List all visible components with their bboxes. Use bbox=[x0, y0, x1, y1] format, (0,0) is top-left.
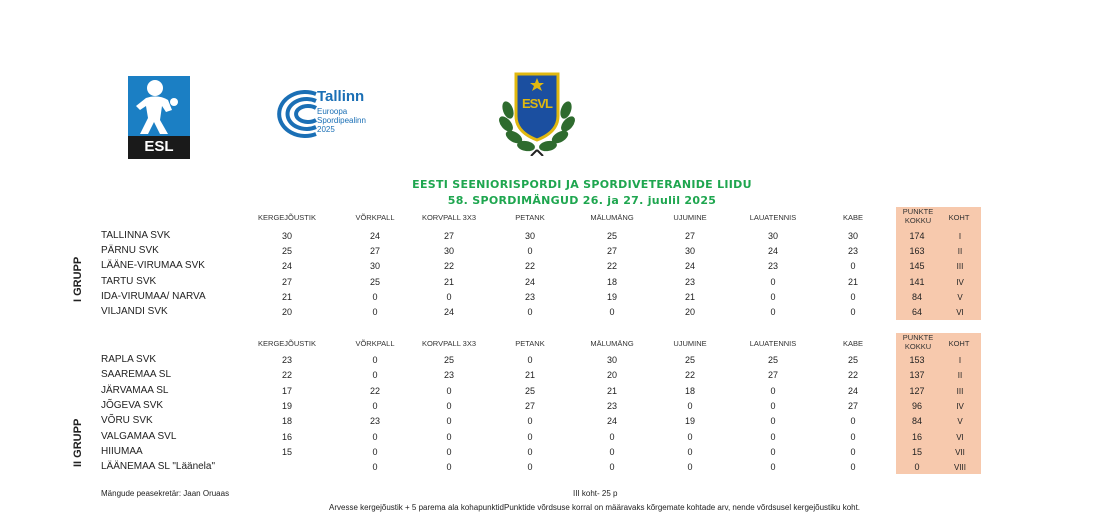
score-cell: 27 bbox=[524, 400, 535, 411]
score-cell: 0 bbox=[850, 261, 856, 272]
team-name: PÄRNU SVK bbox=[101, 245, 159, 257]
score-cell: 21 bbox=[847, 276, 858, 287]
place-cell: III bbox=[956, 262, 964, 272]
score-cell: 23 bbox=[369, 416, 380, 427]
score-cell: 0 bbox=[850, 291, 856, 302]
team-name: SAAREMAA SL bbox=[101, 369, 172, 381]
score-cell: 23 bbox=[524, 291, 535, 302]
place-cell: V bbox=[957, 417, 963, 427]
total-cell: 153 bbox=[909, 355, 925, 365]
score-cell: 0 bbox=[372, 431, 378, 442]
score-cell: 22 bbox=[684, 370, 695, 381]
score-cell: 0 bbox=[446, 416, 452, 427]
total-cell: 174 bbox=[909, 231, 925, 241]
team-name: LÄÄNEMAA SL "Läänela" bbox=[101, 461, 216, 473]
team-name: VALGAMAA SVL bbox=[101, 430, 177, 442]
column-header: KABE bbox=[842, 339, 863, 348]
score-cell: 25 bbox=[606, 231, 617, 241]
total-cell: 84 bbox=[911, 416, 922, 427]
score-cell: 27 bbox=[847, 400, 858, 411]
score-cell: 21 bbox=[606, 385, 617, 396]
team-name: VÕRU SVK bbox=[101, 415, 153, 427]
score-cell: 0 bbox=[446, 431, 452, 442]
tallinn-logo-line4: 2025 bbox=[317, 125, 335, 134]
score-cell: 0 bbox=[770, 416, 776, 427]
score-cell: 0 bbox=[527, 307, 533, 317]
score-cell: 22 bbox=[443, 261, 454, 272]
points-header: KOKKU bbox=[904, 342, 932, 351]
score-cell: 0 bbox=[687, 446, 693, 457]
place-cell: IV bbox=[956, 401, 964, 411]
team-name: VILJANDI SVK bbox=[101, 306, 168, 317]
footer-secretary: Mängude peasekretär: Jaan Oruaas bbox=[101, 489, 230, 498]
score-cell: 0 bbox=[446, 385, 452, 396]
score-cell: 0 bbox=[850, 307, 856, 317]
score-cell: 22 bbox=[281, 370, 292, 381]
column-header: LAUATENNIS bbox=[749, 213, 797, 222]
score-cell: 21 bbox=[443, 276, 454, 287]
score-cell: 0 bbox=[770, 431, 776, 442]
score-cell: 22 bbox=[524, 261, 535, 272]
score-cell: 24 bbox=[847, 385, 858, 396]
total-cell: 84 bbox=[911, 291, 922, 302]
score-cell: 27 bbox=[767, 370, 778, 381]
score-cell: 0 bbox=[446, 446, 452, 457]
score-cell: 21 bbox=[684, 291, 695, 302]
score-cell: 0 bbox=[770, 385, 776, 396]
team-name: HIIUMAA bbox=[101, 445, 143, 457]
score-cell: 0 bbox=[527, 431, 533, 442]
team-name: JÄRVAMAA SL bbox=[101, 384, 169, 396]
place-cell: I bbox=[958, 232, 962, 241]
place-cell: IV bbox=[956, 277, 964, 287]
score-cell: 30 bbox=[606, 355, 617, 365]
score-cell: 0 bbox=[770, 307, 776, 317]
points-header: PUNKTE bbox=[902, 207, 934, 216]
score-cell: 0 bbox=[527, 462, 533, 473]
score-cell: 22 bbox=[847, 370, 858, 381]
place-header: KOHT bbox=[948, 339, 970, 348]
score-cell: 18 bbox=[684, 385, 695, 396]
score-cell: 25 bbox=[369, 276, 380, 287]
place-cell: I bbox=[958, 356, 962, 365]
place-cell: II bbox=[957, 371, 963, 381]
score-cell: 0 bbox=[609, 462, 615, 473]
score-cell: 0 bbox=[770, 400, 776, 411]
place-cell: VI bbox=[956, 308, 964, 317]
score-cell: 0 bbox=[527, 246, 533, 257]
score-cell: 0 bbox=[527, 446, 533, 457]
laurel-wreath-icon bbox=[494, 70, 580, 156]
score-cell: 0 bbox=[850, 431, 856, 442]
score-cell: 0 bbox=[372, 462, 378, 473]
tallinn-logo bbox=[258, 88, 378, 140]
score-cell: 24 bbox=[369, 231, 380, 241]
team-name: TARTU SVK bbox=[101, 275, 157, 287]
score-cell: 0 bbox=[850, 462, 856, 473]
score-cell: 24 bbox=[281, 261, 292, 272]
score-cell: 0 bbox=[770, 276, 776, 287]
group2-label: II GRUPP bbox=[72, 418, 84, 467]
total-cell: 64 bbox=[911, 307, 922, 317]
score-cell: 27 bbox=[281, 276, 292, 287]
total-cell: 137 bbox=[909, 370, 925, 381]
column-header: PETANK bbox=[515, 213, 545, 222]
score-cell: 19 bbox=[281, 400, 292, 411]
score-cell: 15 bbox=[281, 446, 292, 457]
total-cell: 16 bbox=[911, 431, 922, 442]
score-cell: 24 bbox=[767, 246, 778, 257]
score-cell: 0 bbox=[609, 446, 615, 457]
group1-label: I GRUPP bbox=[72, 256, 84, 302]
footer-rules: Arvesse kergejõustik + 5 parema ala kohapunktidPunktide võrdsuse korral on määravaks kõrgemate kohtade arv, nende võrdsusel kergejõustiku koht. bbox=[329, 503, 861, 512]
column-header: UJUMINE bbox=[673, 213, 707, 222]
score-cell: 0 bbox=[850, 416, 856, 427]
score-cell: 25 bbox=[767, 355, 778, 365]
score-cell: 0 bbox=[687, 462, 693, 473]
column-header: KORVPALL 3X3 bbox=[421, 213, 477, 222]
score-cell: 0 bbox=[372, 355, 378, 365]
column-header: LAUATENNIS bbox=[749, 339, 797, 348]
score-cell: 30 bbox=[684, 246, 695, 257]
column-header: MÄLUMÄNG bbox=[590, 213, 634, 222]
column-header: KABE bbox=[842, 213, 863, 222]
score-cell: 25 bbox=[524, 385, 535, 396]
score-cell: 30 bbox=[524, 231, 535, 241]
tallinn-swirl-icon bbox=[258, 88, 320, 140]
score-cell: 22 bbox=[369, 385, 380, 396]
score-cell: 27 bbox=[369, 246, 380, 257]
points-header: KOKKU bbox=[904, 216, 932, 225]
total-cell: 96 bbox=[911, 400, 922, 411]
score-cell: 0 bbox=[527, 355, 533, 365]
score-cell: 30 bbox=[281, 231, 292, 241]
score-cell: 0 bbox=[850, 446, 856, 457]
score-cell: 0 bbox=[372, 370, 378, 381]
score-cell: 0 bbox=[609, 431, 615, 442]
score-cell: 24 bbox=[606, 416, 617, 427]
team-name: LÄÄNE-VIRUMAA SVK bbox=[101, 260, 205, 272]
score-cell: 0 bbox=[609, 307, 615, 317]
score-cell: 19 bbox=[606, 291, 617, 302]
score-cell: 27 bbox=[684, 231, 695, 241]
score-cell: 0 bbox=[770, 462, 776, 473]
place-cell: III bbox=[956, 386, 964, 396]
team-name: TALLINNA SVK bbox=[101, 230, 171, 241]
score-cell: 24 bbox=[524, 276, 535, 287]
team-name: RAPLA SVK bbox=[101, 354, 157, 365]
score-cell: 0 bbox=[687, 400, 693, 411]
score-cell: 22 bbox=[606, 261, 617, 272]
place-cell: V bbox=[957, 292, 963, 302]
score-cell: 21 bbox=[524, 370, 535, 381]
esl-logo-text: ESL bbox=[144, 138, 174, 155]
score-cell: 0 bbox=[770, 291, 776, 302]
score-cell: 20 bbox=[281, 307, 292, 317]
score-cell: 25 bbox=[684, 355, 695, 365]
score-cell: 19 bbox=[684, 416, 695, 427]
column-header: VÕRKPALL bbox=[355, 213, 395, 222]
score-cell: 0 bbox=[687, 431, 693, 442]
score-cell: 17 bbox=[281, 385, 292, 396]
score-cell: 30 bbox=[767, 231, 778, 241]
total-cell: 163 bbox=[909, 246, 925, 257]
page-title: EESTI SEENIORISPORDI JA SPORDIVETERANIDE LIIDU bbox=[412, 178, 752, 191]
column-header: VÕRKPALL bbox=[355, 339, 395, 348]
score-cell: 21 bbox=[281, 291, 292, 302]
total-cell: 145 bbox=[909, 261, 925, 272]
place-header: KOHT bbox=[948, 213, 970, 222]
score-cell: 25 bbox=[443, 355, 454, 365]
tallinn-logo-title: Tallinn bbox=[317, 88, 365, 105]
place-cell: VII bbox=[955, 447, 965, 457]
team-name: JÕGEVA SVK bbox=[101, 399, 164, 411]
score-cell: 23 bbox=[767, 261, 778, 272]
points-header: PUNKTE bbox=[902, 333, 934, 342]
esl-logo bbox=[128, 76, 190, 159]
score-cell: 0 bbox=[446, 400, 452, 411]
score-cell: 0 bbox=[372, 291, 378, 302]
column-header: KORVPALL 3X3 bbox=[421, 339, 477, 348]
score-cell: 20 bbox=[684, 307, 695, 317]
score-cell: 23 bbox=[684, 276, 695, 287]
score-cell: 23 bbox=[847, 246, 858, 257]
total-cell: 127 bbox=[909, 385, 925, 396]
score-cell: 20 bbox=[606, 370, 617, 381]
score-cell: 25 bbox=[847, 355, 858, 365]
score-cell: 27 bbox=[606, 246, 617, 257]
column-header: UJUMINE bbox=[673, 339, 707, 348]
score-cell: 30 bbox=[847, 231, 858, 241]
score-cell: 24 bbox=[443, 307, 454, 317]
score-cell: 16 bbox=[281, 431, 292, 442]
score-cell: 25 bbox=[281, 246, 292, 257]
score-cell: 0 bbox=[372, 446, 378, 457]
tallinn-logo-line3: Spordipealinn bbox=[317, 116, 366, 125]
score-cell: 23 bbox=[281, 355, 292, 365]
score-cell: 0 bbox=[770, 446, 776, 457]
esvl-emblem-text: ESVL bbox=[522, 96, 552, 111]
total-cell: 15 bbox=[911, 446, 922, 457]
place-cell: II bbox=[957, 247, 963, 257]
score-cell: 0 bbox=[372, 307, 378, 317]
place-cell: VIII bbox=[953, 463, 966, 473]
score-cell: 23 bbox=[606, 400, 617, 411]
score-cell: 0 bbox=[527, 416, 533, 427]
esvl-emblem bbox=[494, 70, 580, 156]
score-cell: 0 bbox=[372, 400, 378, 411]
score-cell: 30 bbox=[443, 246, 454, 257]
column-header: PETANK bbox=[515, 339, 545, 348]
athlete-icon bbox=[128, 76, 190, 136]
team-name: IDA-VIRUMAA/ NARVA bbox=[101, 290, 206, 302]
tallinn-logo-line2: Euroopa bbox=[317, 107, 348, 116]
score-cell: 27 bbox=[443, 231, 454, 241]
page-subtitle: 58. SPORDIMÄNGUD 26. ja 27. juulil 2025 bbox=[447, 194, 717, 207]
column-header: KERGEJÕUSTIK bbox=[258, 339, 316, 348]
column-header: MÄLUMÄNG bbox=[590, 339, 634, 348]
score-cell: 0 bbox=[446, 291, 452, 302]
score-cell: 24 bbox=[684, 261, 695, 272]
column-header: KERGEJÕUSTIK bbox=[258, 213, 316, 222]
total-cell: 0 bbox=[914, 462, 920, 473]
score-cell: 18 bbox=[606, 276, 617, 287]
score-cell: 30 bbox=[369, 261, 380, 272]
place-cell: VI bbox=[956, 432, 964, 442]
score-cell: 0 bbox=[446, 462, 452, 473]
score-cell: 18 bbox=[281, 416, 292, 427]
score-cell: 23 bbox=[443, 370, 454, 381]
footer-place-points: III koht- 25 p bbox=[573, 489, 618, 498]
total-cell: 141 bbox=[909, 276, 925, 287]
